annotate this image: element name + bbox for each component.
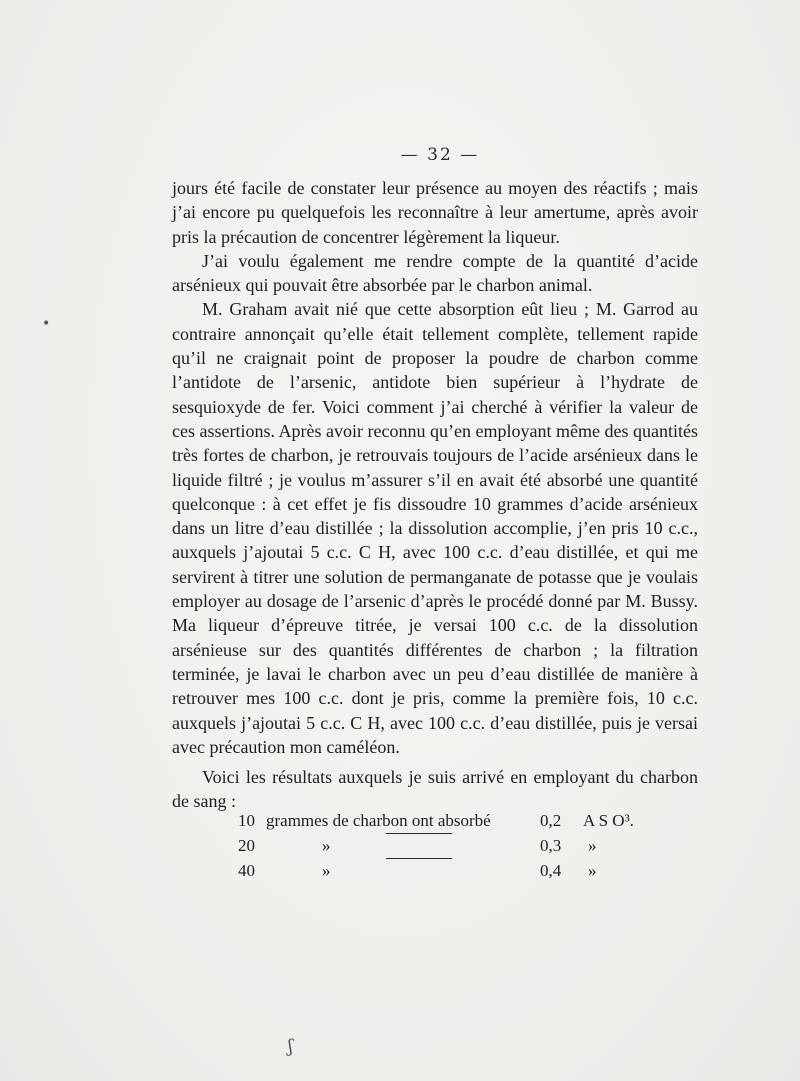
results-row — [238, 808, 708, 833]
results-row — [238, 858, 708, 883]
speck-mark: • — [42, 316, 51, 332]
ditto-dash — [386, 833, 452, 834]
ditto-mark: » — [322, 836, 331, 855]
ditto-dash — [386, 858, 452, 859]
body-text — [172, 176, 698, 814]
result-description: grammes de charbon ont absorbé — [266, 811, 491, 830]
result-quantity: 10 — [238, 811, 255, 830]
paragraph-4: Voici les résultats auxquels je suis arrivé en employant du charbon de sang : — [172, 767, 698, 812]
result-value: 0,3 — [540, 836, 562, 855]
results-table — [238, 808, 708, 883]
page-number: — 32 — — [400, 145, 480, 165]
paragraph-2: J’ai voulu également me rendre compte de la quantité d’acide arsénieux qui pouvait être absorbée par le charbon animal. — [172, 250, 698, 296]
result-value: 0,2 — [540, 811, 562, 830]
speck-mark: ʃ — [288, 1036, 293, 1057]
ditto-mark: » — [588, 861, 597, 880]
paragraph-3: M. Graham avait nié que cette absorption eût lieu ; M. Garrod au contraire annonçait qu’elle était tellement complète, tellement rapide qu’il ne craignait point de proposer la poudre de charbon comme l’antidote de l’arsenic, antidote bien supérieur à l’hydrate de sesquioxyde de fer. Voici comment j’ai cherché à vérifier la valeur de ces assertions. Après avoir reconnu qu’en employant même des quantités très fortes de charbon, je retrouvais toujours de l’acide arsénieux dans le liquide filtré ; je voulus m’assurer s’il en avait été absorbé une quantité quelconque : à cet effet je fis dissoudre 10 grammes d’acide arsénieux dans un litre d’eau distillée ; la dissolution accomplie, j’en pris 10 c.c., auxquels j’ajoutai 5 c.c. C H, avec 100 c.c. d’eau distillée, et qui me servirent à titrer une solution de permanganate de potasse que je voulais employer au dosage de l’arsenic d’après le procédé donné par M. Bussy. Ma liqueur d’épreuve titrée, je versai 100 c.c. de la dissolution arsénieuse sur des quantités différentes de charbon ; la filtration terminée, je lavai le charbon avec un peu d’eau distillée de manière à retrouver mes 100 c.c. dont je pris, comme la première fois, 10 c.c. auxquels j’ajoutai 5 c.c. C H, avec 100 c.c. d’eau distillée, puis je versai avec précaution mon caméléon. — [172, 299, 698, 757]
result-value: 0,4 — [540, 861, 562, 880]
result-quantity: 20 — [238, 836, 255, 855]
result-quantity: 40 — [238, 861, 255, 880]
result-unit: A S O³. — [583, 811, 634, 830]
ditto-mark: » — [588, 836, 597, 855]
paragraph-1: jours été facile de constater leur présence au moyen des réactifs ; mais j’ai encore pu quelquefois les reconnaître à leur amertume, après avoir pris la précaution de concentrer légèrement la liqueur. — [172, 178, 698, 247]
results-row — [238, 833, 708, 858]
ditto-mark: » — [322, 861, 331, 880]
